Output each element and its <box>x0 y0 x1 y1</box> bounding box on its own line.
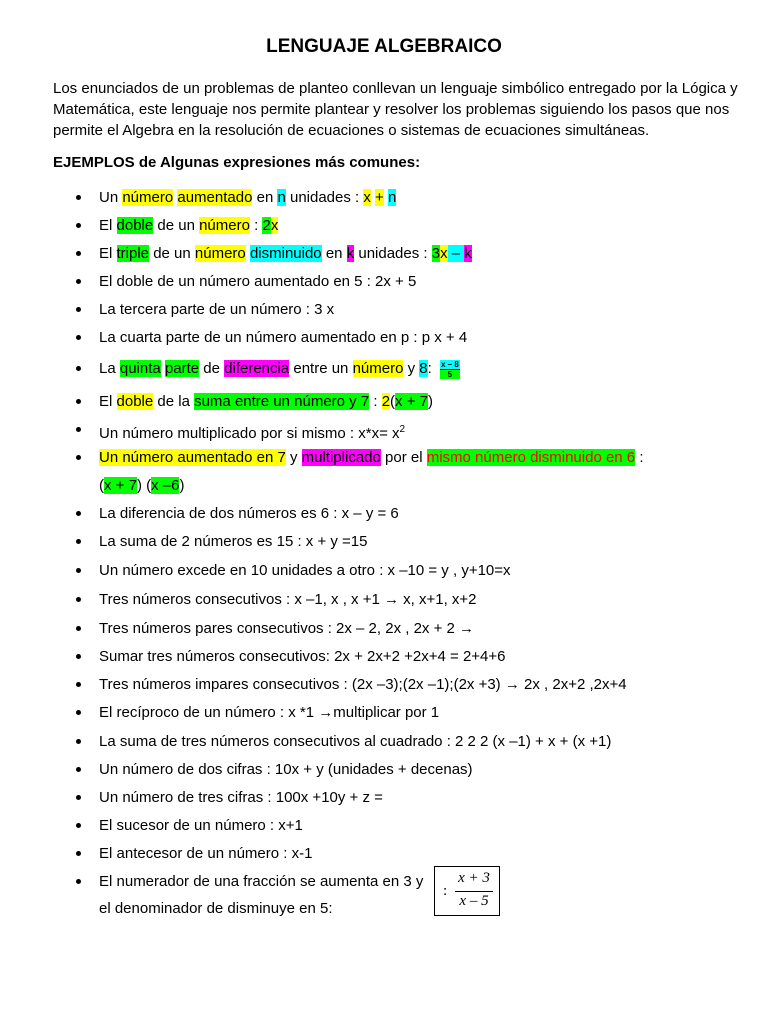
list-item: Tres números pares consecutivos : 2x – 2, 2x , 2x + 2 → <box>99 620 475 637</box>
intro-paragraph: Los enunciados de un problemas de planteo conllevan un lenguaje simbólico entregado por la Lógica y Matemática, este lenguaje nos permite plantear y resolver los problemas siguiendo los pasos que nos permite el Algebra en la resolución de ecuaciones o sistemas de ecuaciones simultáneas. <box>53 80 738 139</box>
list-item: Tres números impares consecutivos : (2x –3);(2x –1);(2x +3) → 2x , 2x+2 ,2x+4 <box>99 676 627 693</box>
fraction-denominator: x – 5 <box>459 893 489 909</box>
list-item: El antecesor de un número : x-1 <box>99 845 313 862</box>
list-item: Sumar tres números consecutivos: 2x + 2x+2 +2x+4 = 2+4+6 <box>99 648 506 665</box>
list-item: Tres números consecutivos : x –1, x , x +1 → x, x+1, x+2 <box>99 591 477 608</box>
list-item: El numerador de una fracción se aumenta en 3 y <box>99 873 424 890</box>
list-item: El triple de un número disminuido en k unidades : 3x – k <box>99 245 472 262</box>
list-item: La diferencia de dos números es 6 : x – y = 6 <box>99 505 399 522</box>
mini-fraction: $\frac{x - 8}{5}$ <box>440 359 459 379</box>
list-item: La tercera parte de un número : 3 x <box>99 301 335 318</box>
list-item: El sucesor de un número : x+1 <box>99 817 303 834</box>
list-item: El recíproco de un número : x *1 →multiplicar por 1 <box>99 704 440 721</box>
fraction-box: : x + 3 x – 5 <box>434 866 500 916</box>
list-item: Un número multiplicado por si mismo : $x*x= x^2$ <box>99 419 405 444</box>
page-title: LENGUAJE ALGEBRAICO <box>266 36 502 57</box>
list-item: Un número aumentado en 7 y multiplicado por el mismo número disminuido en 6 : <box>99 449 644 466</box>
list-item-continuation: el denominador de disminuye en 5: <box>99 900 333 917</box>
examples-heading: EJEMPLOS de Algunas expresiones más comunes: <box>53 154 421 171</box>
list-item: El doble de un número aumentado en 5 : 2x + 5 <box>99 273 417 290</box>
list-item: Un número de dos cifras : 10x + y (unidades + decenas) <box>99 761 473 778</box>
list-item: Un número de tres cifras : 100x +10y + z = <box>99 789 383 806</box>
list-item: Un número aumentado en n unidades : x + n <box>99 189 397 206</box>
list-item-continuation: (x + 7) (x –6) <box>99 477 185 494</box>
list-item: El doble de un número : 2x <box>99 217 279 234</box>
list-item: Un número excede en 10 unidades a otro : x –10 = y , y+10=x <box>99 562 511 579</box>
list-item: El doble de la suma entre un número y 7 : 2(x + 7) <box>99 393 433 410</box>
list-item: La quinta parte de diferencia entre un número y 8: $\frac{x - 8}{5}$ <box>99 359 459 379</box>
list-item: La suma de tres números consecutivos al cuadrado : 2 2 2 (x –1) + x + (x +1) <box>99 733 612 750</box>
fraction-numerator: x + 3 <box>458 870 490 886</box>
list-item: La suma de 2 números es 15 : x + y =15 <box>99 533 368 550</box>
list-item: La cuarta parte de un número aumentado en p : p x + 4 <box>99 329 468 346</box>
